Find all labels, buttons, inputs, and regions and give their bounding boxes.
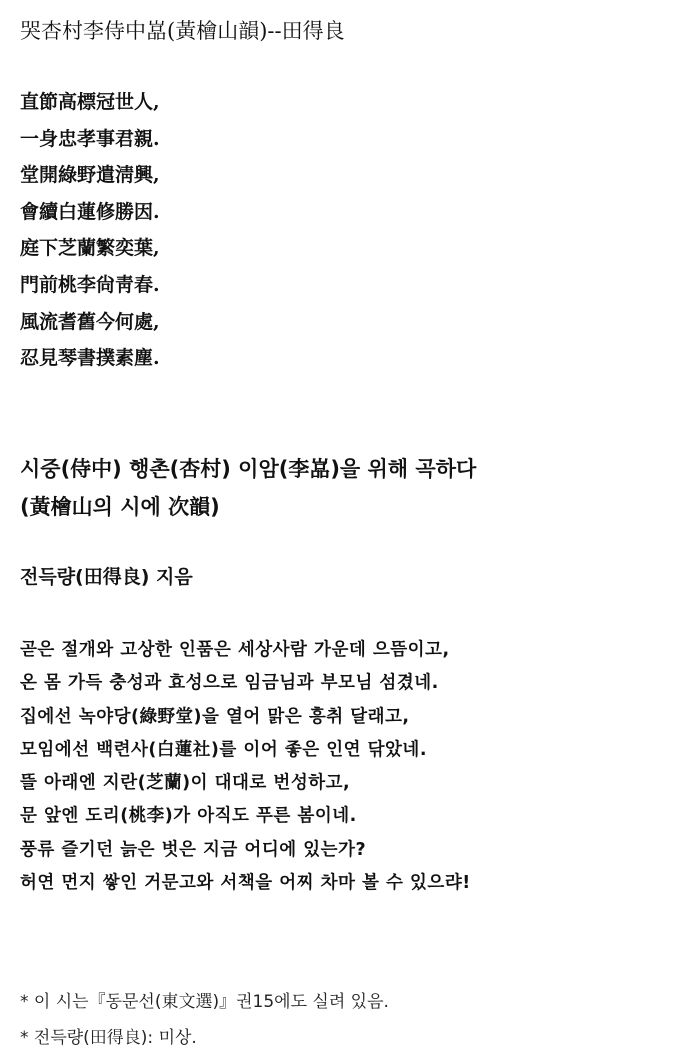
translation-line: 곧은 절개와 고상한 인품은 세상사람 가운데 으뜸이고, [20,640,450,660]
footnotes [20,984,389,1056]
korean-title-line: 시중(侍中) 행촌(杏村) 이암(李嵓)을 위해 곡하다 [20,457,477,481]
translation-line: 문 앞엔 도리(桃李)가 아직도 푸른 봄이네. [20,806,357,827]
translation-line: 집에선 녹야당(綠野堂)을 열어 맑은 흥취 달래고, [20,706,410,727]
poem-title: 哭杏村李侍中嵓(黃檜山韻)--田得良 [20,19,345,43]
original-poem-line: 風流耆舊今何處, [20,310,160,333]
original-poem-line: 直節高標冠世人, [20,91,160,113]
author-line: 전득량(田得良) 지음 [20,566,193,588]
korean-translation [20,634,471,900]
original-poem-line: 一身忠孝事君親. [20,127,160,150]
footnote: * 전득량(田得良): 미상. [20,1028,197,1048]
translation-line: 허연 먼지 쌓인 거문고와 서책을 어찌 차마 볼 수 있으랴! [20,873,471,894]
original-poem-line: 堂開綠野遣淸興, [20,164,160,187]
original-poem-line: 庭下芝蘭繁奕葉, [20,237,160,260]
translation-line: 뜰 아래엔 지란(芝蘭)이 대대로 번성하고, [20,773,351,794]
original-poem-line: 會續白蓮修勝因. [20,200,160,223]
original-poem-line: 門前桃李尙靑春. [20,273,160,296]
footnote: * 이 시는『동문선(東文選)』권15에도 실려 있음. [20,992,389,1012]
translation-line: 온 몸 가득 충성과 효성으로 임금님과 부모님 섬겼네. [20,673,439,694]
translation-line: 풍류 즐기던 늙은 벗은 지금 어디에 있는가? [20,839,367,860]
korean-title [20,450,476,526]
original-poem-line: 忍見琴書撲素塵. [20,347,160,370]
translation-line: 모임에선 백련사(白蓮社)를 이어 좋은 인연 닦았네. [20,739,427,760]
korean-subtitle-line: (黃檜山의 시에 次韻) [20,495,220,519]
original-poem [20,84,160,377]
